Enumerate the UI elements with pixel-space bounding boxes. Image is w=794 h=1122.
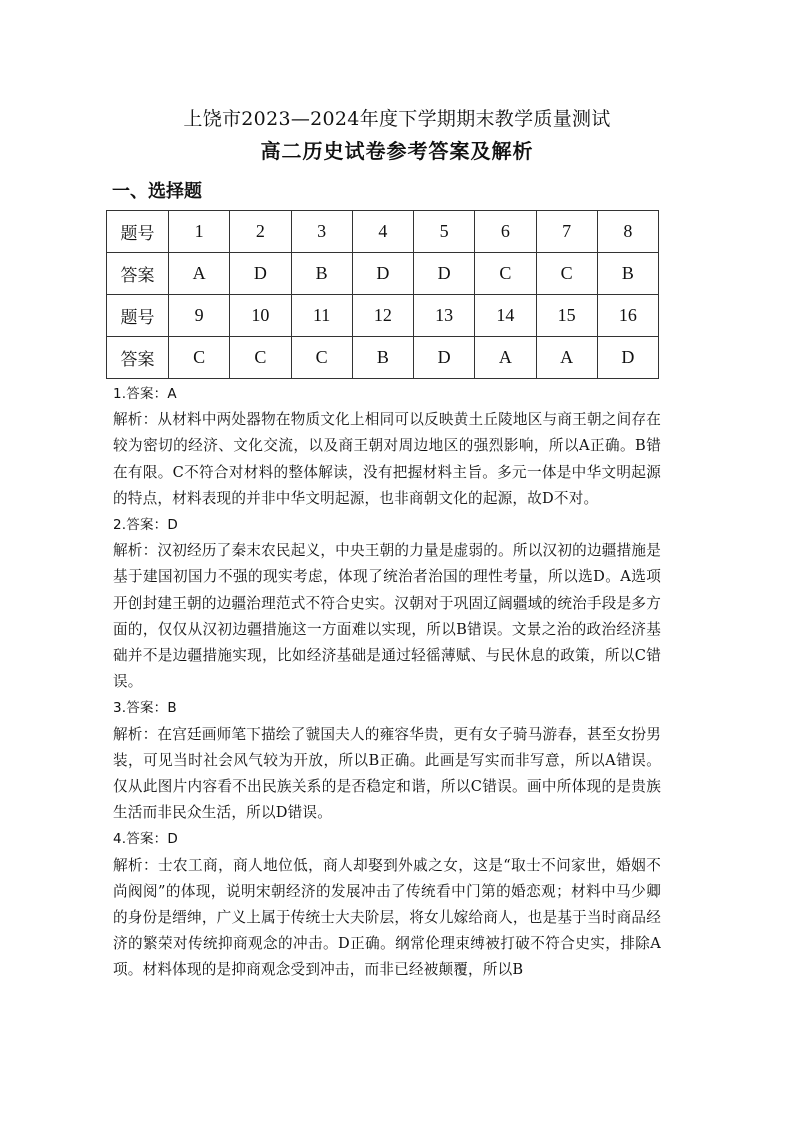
answer-line-3: 3.答案：B [113,700,177,717]
table-cell: 4 [352,211,413,253]
table-cell: A [536,337,597,379]
table-cell: 11 [291,295,352,337]
explanations-body [113,381,661,984]
table-cell: C [291,337,352,379]
analysis-paragraph-4: 解析：士农工商，商人地位低，商人却娶到外戚之女，这是“取士不问家世，婚姻不尚阀阅”的体现，说明宋朝经济的发展冲击了传统看中门第的婚恋观；材料中马少卿的身份是缙绅，广义上属于传统士大夫阶层，将女儿嫁给商人，也是基于当时商品经济的繁荣对传统抑商观念的冲击。D正确。纲常伦理束缚被打破不符合史实，排除A项。材料体现的是抑商观念受到冲击，而非已经被颠覆，所以B [113,856,661,979]
table-cell: C [169,337,230,379]
answer-table [106,210,659,379]
answer-line-2: 2.答案：D [113,517,178,534]
table-cell: C [230,337,291,379]
table-cell: B [597,253,658,295]
table-cell: D [414,337,475,379]
row-label: 答案 [107,337,169,379]
table-cell: B [352,337,413,379]
table-row [107,337,659,379]
table-cell: 5 [414,211,475,253]
table-cell: 10 [230,295,291,337]
row-label: 答案 [107,253,169,295]
table-cell: D [597,337,658,379]
table-cell: A [475,337,536,379]
answer-line-1: 1.答案：A [113,386,177,402]
table-cell: C [536,253,597,295]
table-cell: 2 [230,211,291,253]
section-heading: 一、选择题 [112,181,202,202]
table-row [107,253,659,295]
table-cell: 12 [352,295,413,337]
table-cell: 9 [169,295,230,337]
analysis-paragraph-3: 解析：在宫廷画师笔下描绘了虢国夫人的雍容华贵，更有女子骑马游春，甚至女扮男装，可见当时社会风气较为开放，所以B正确。此画是写实而非写意，所以A错误。仅从此图片内容看不出民族关系的是否稳定和谐，所以C错误。画中所体现的是贵族生活而非民众生活，所以D错误。 [113,725,661,822]
table-cell: 3 [291,211,352,253]
table-cell: 13 [414,295,475,337]
table-cell: 8 [597,211,658,253]
row-label: 题号 [107,211,169,253]
table-cell: 7 [536,211,597,253]
table-cell: D [414,253,475,295]
table-cell: D [352,253,413,295]
table-cell: A [169,253,230,295]
table-row [107,295,659,337]
table-cell: 6 [475,211,536,253]
table-cell: 14 [475,295,536,337]
table-cell: D [230,253,291,295]
table-row [107,211,659,253]
document-subtitle: 高二历史试卷参考答案及解析 [260,139,534,163]
row-label: 题号 [107,295,169,337]
answer-line-4: 4.答案：D [113,831,178,848]
table-cell: 15 [536,295,597,337]
table-cell: 1 [169,211,230,253]
analysis-paragraph-1: 解析：从材料中两处器物在物质文化上相同可以反映黄土丘陵地区与商王朝之间存在较为密切的经济、文化交流，以及商王朝对周边地区的强烈影响，所以A正确。B错在有限。C不符合对材料的整体解读，没有把握材料主旨。多元一体是中华文明起源的特点，材料表现的并非中华文明起源，也非商朝文化的起源，故D不对。 [113,411,661,507]
table-cell: 16 [597,295,658,337]
analysis-paragraph-2: 解析：汉初经历了秦末农民起义，中央王朝的力量是虚弱的。所以汉初的边疆措施是基于建国初国力不强的现实考虑，体现了统治者治国的理性考量，所以选D。A选项开创封建王朝的边疆治理范式不符合史实。汉朝对于巩固辽阔疆域的统治手段是多方面的，仅仅从汉初边疆措施这一方面难以实现，所以B错误。文景之治的政治经济基础并不是边疆措施实现，比如经济基础是通过轻徭薄赋、与民休息的政策，所以C错误。 [113,542,661,691]
table-cell: C [475,253,536,295]
document-title: 上饶市2023—2024年度下学期期末教学质量测试 [183,108,611,130]
table-cell: B [291,253,352,295]
